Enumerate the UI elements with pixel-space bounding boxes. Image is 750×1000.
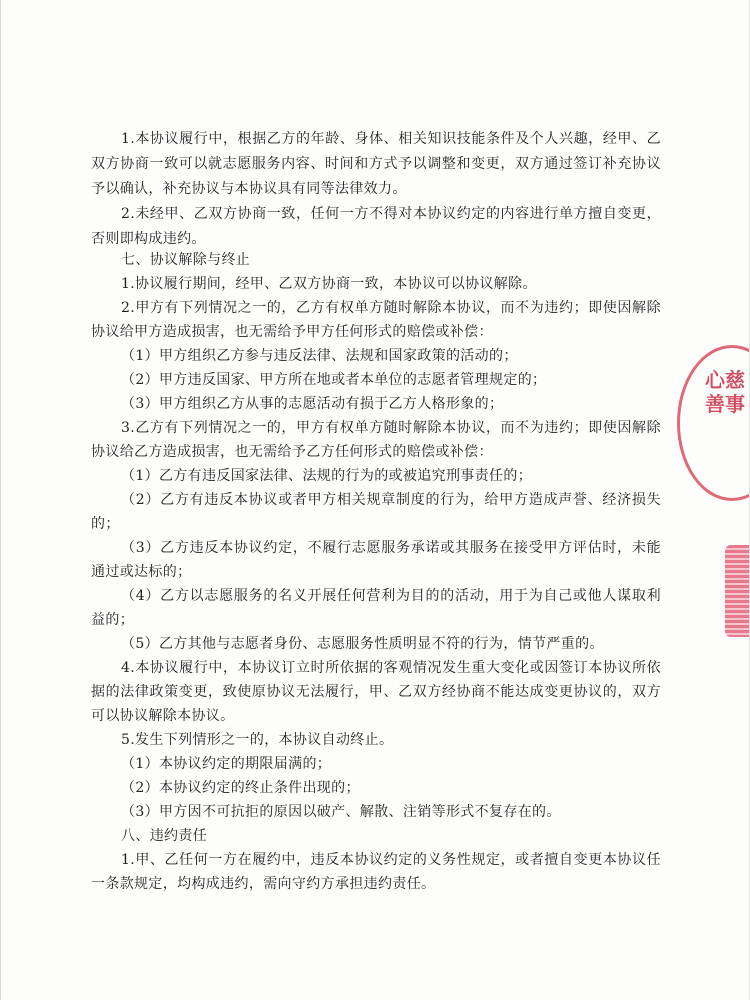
paragraph-line: 3.乙方有下列情况之一的，甲方有权单方随时解除本协议，而不为违约；即使因解除 (121, 420, 661, 436)
paragraph-line: 1.协议履行期间，经甲、乙双方协商一致，本协议可以协议解除。 (121, 276, 537, 292)
list-item: （1）甲方组织乙方参与违反法律、法规和国家政策的活动的； (121, 348, 518, 364)
paragraph-line: 4.本协议履行中，本协议订立时所依据的客观情况发生重大变化或因签订本协议所依 (121, 660, 661, 676)
paragraph-line: 据的法律政策变更，致使原协议无法履行，甲、乙双方经协商不能达成变更协议的，双方 (91, 684, 661, 700)
paragraph-line: 协议给乙方造成损害，也无需给予乙方任何形式的赔偿或补偿： (91, 444, 493, 460)
list-item: （3）甲方因不可抗拒的原因以破产、解散、注销等形式不复存在的。 (121, 804, 561, 820)
list-item: （3）乙方违反本协议约定，不履行志愿服务承诺或其服务在接受甲方评估时，未能 (121, 540, 661, 556)
paragraph-line: 一条款规定，均构成违约，需向守约方承担违约责任。 (91, 876, 436, 892)
paragraph-line: 的； (91, 516, 120, 532)
list-item: （2）乙方有违反本协议或者甲方相关规章制度的行为，给甲方造成声誉、经济损失 (121, 492, 661, 508)
paragraph-line: 2.甲方有下列情况之一的，乙方有权单方随时解除本协议，而不为违约；即使因解除 (121, 300, 661, 316)
paragraph-line: 1.甲、乙任何一方在履约中，违反本协议约定的义务性规定，或者擅自变更本协议任 (121, 852, 661, 868)
paragraph-line: 2.未经甲、乙双方协商一致，任何一方不得对本协议约定的内容进行单方擅自变更， (121, 206, 661, 222)
paragraph-line: 5.发生下列情形之一的，本协议自动终止。 (121, 732, 394, 748)
list-item: （1）乙方有违反国家法律、法规的行为的或被追究刑事责任的； (121, 468, 533, 484)
paragraph-line: 予以确认，补充协议与本协议具有同等法律效力。 (91, 181, 407, 197)
list-item: （5）乙方其他与志愿者身份、志愿服务性质明显不符的行为，情节严重的。 (121, 636, 604, 652)
list-item: （2）本协议约定的终止条件出现的； (121, 780, 360, 796)
list-item: （3）甲方组织乙方从事的志愿活动有损于乙方人格形象的； (121, 396, 504, 412)
section-heading: 七、协议解除与终止 (121, 252, 251, 268)
seam-stamp-icon (725, 545, 749, 637)
list-item: （4）乙方以志愿服务的名义开展任何营利为目的的活动，用于为自己或他人谋取利 (121, 588, 661, 604)
seal-stamp-text: 心慈善事 (705, 368, 745, 416)
list-item: （2）甲方违反国家、甲方所在地或者本单位的志愿者管理规定的； (121, 372, 547, 388)
section-heading: 八、违约责任 (121, 828, 208, 844)
list-item: （1）本协议约定的期限届满的； (121, 756, 332, 772)
paragraph-line: 益的； (91, 612, 135, 628)
paragraph-line: 协议给甲方造成损害，也无需给予甲方任何形式的赔偿或补偿： (91, 324, 493, 340)
paragraph-line: 否则即构成违约。 (91, 231, 206, 247)
paragraph-line: 双方协商一致可以就志愿服务内容、时间和方式予以调整和变更，双方通过签订补充协议 (91, 156, 661, 172)
paragraph-line: 通过或达标的； (91, 564, 192, 580)
paragraph-line: 可以协议解除本协议。 (91, 708, 235, 724)
paragraph-line: 1.本协议履行中，根据乙方的年龄、身体、相关知识技能条件及个人兴趣，经甲、乙 (121, 131, 661, 147)
